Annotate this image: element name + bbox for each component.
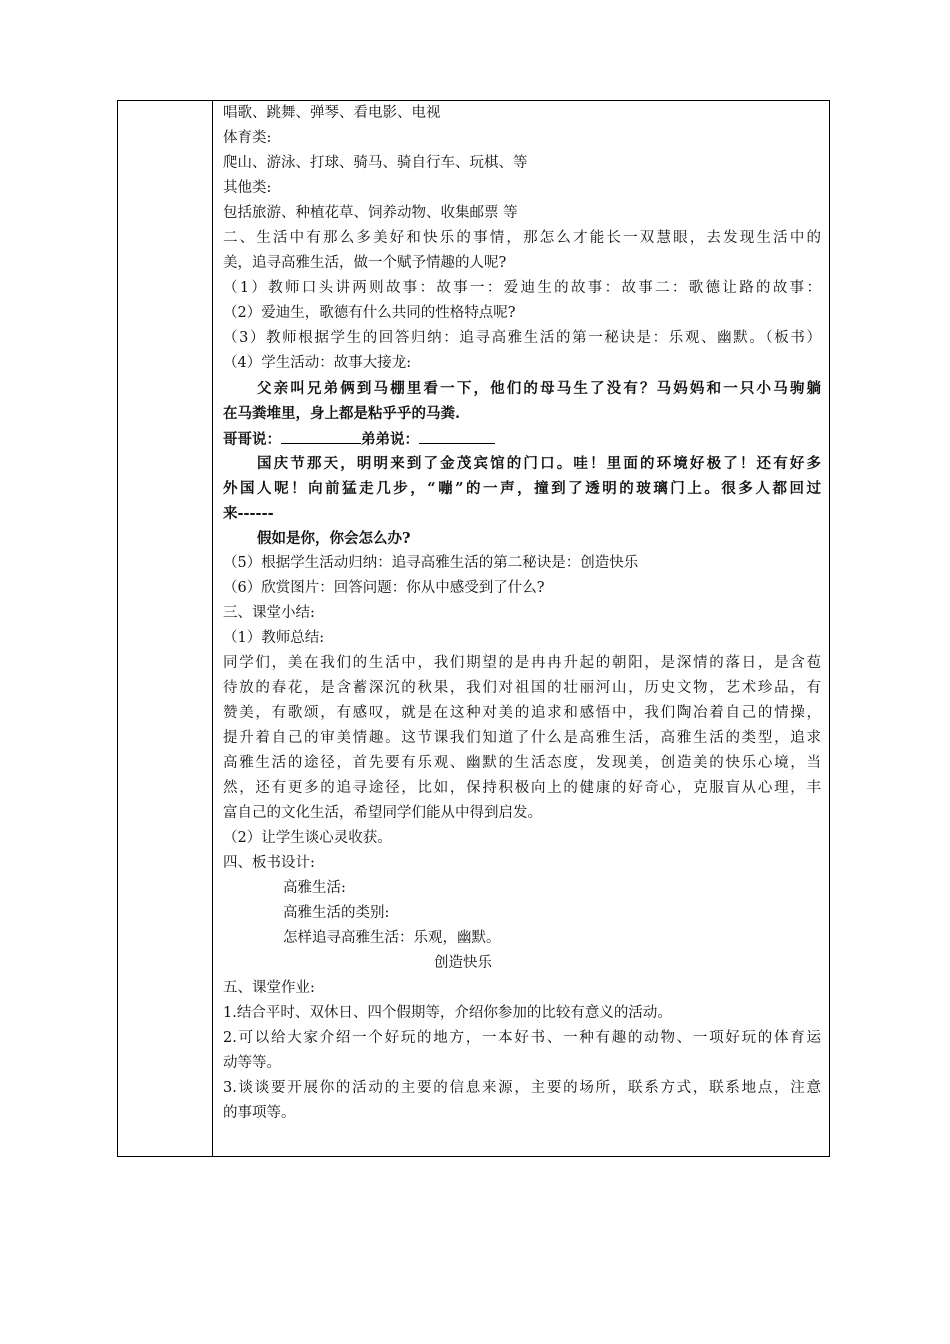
summary-paragraph-line4: 提升着自己的审美情趣。这节课我们知道了什么是高雅生活，高雅生活的类型，追求	[223, 730, 821, 746]
story-one-line1: 父亲叫兄弟俩到马棚里看一下，他们的母马生了没有？马妈妈和一只小马驹躺	[257, 380, 821, 397]
story-two-line2: 外国人呢！向前猛走几步，“嘣”的一声，撞到了透明的玻璃门上。很多人都回过	[223, 480, 821, 497]
activity-list-other: 包括旅游、种植花草、饲养动物、收集邮票 等	[223, 205, 518, 221]
step-5-second-secret: （5）根据学生活动归纳：追寻高雅生活的第二秘诀是：创造快乐	[223, 555, 639, 571]
summary-paragraph-line5: 高雅生活的途径，首先要有乐观、幽默的生活态度，发现美，创造美的快乐心境，当	[223, 755, 821, 771]
story-one-line2: 在马粪堆里，身上都是粘乎乎的马粪.	[223, 405, 461, 422]
homework-item-3-line1: 3.谈谈要开展你的活动的主要的信息来源，主要的场所，联系方式，联系地点，注意	[223, 1080, 821, 1096]
board-item-2: 高雅生活的类别:	[283, 905, 390, 921]
homework-item-2-line1: 2.可以给大家介绍一个好玩的地方，一本好书、一种有趣的动物、一项好玩的体育运	[223, 1030, 821, 1046]
board-item-1: 高雅生活:	[283, 880, 346, 896]
summary-paragraph-line6: 然，还有更多的追寻途径，比如，保持积极向上的健康的好奇心，克服盲从心理，丰	[223, 780, 821, 796]
summary-paragraph-line3: 赞美，有歌颂，有感叹，就是在这种对美的追求和感悟中，我们陶冶着自己的情操，	[223, 705, 821, 721]
step-3-first-secret: （3）教师根据学生的回答归纳：追寻高雅生活的第一秘诀是：乐观、幽默。（板书）	[223, 330, 821, 346]
step-2-question: （2）爱迪生，歌德有什么共同的性格特点呢?	[223, 305, 516, 321]
step-1-stories: （1）教师口头讲两则故事：故事一：爱迪生的故事：故事二：歌德让路的故事：	[223, 280, 821, 296]
section-two-heading-line2: 美，追寻高雅生活，做一个赋予情趣的人呢?	[223, 255, 507, 271]
story-two-line1: 国庆节那天，明明来到了金茂宾馆的门口。哇！里面的环境好极了！还有好多	[257, 455, 821, 472]
homework-item-2-line2: 动等等。	[223, 1055, 281, 1071]
homework-item-1: 1.结合平时、双休日、四个假期等，介绍你参加的比较有意义的活动。	[223, 1005, 672, 1021]
summary-paragraph-line2: 待放的春花，是含蓄深沉的秋果，我们对祖国的壮丽河山，历史文物，艺术珍品，有	[223, 680, 821, 696]
category-other-heading: 其他类:	[223, 180, 272, 196]
younger-brother-blank	[419, 426, 495, 444]
story-question: 假如是你，你会怎么办?	[257, 530, 411, 547]
lesson-plan-table	[117, 100, 830, 1157]
summary-step-1: （1）教师总结:	[223, 630, 325, 646]
board-item-3: 怎样追寻高雅生活：乐观，幽默。	[283, 930, 501, 946]
summary-paragraph-line1: 同学们，美在我们的生活中，我们期望的是冉冉升起的朝阳，是深情的落日，是含苞	[223, 655, 821, 671]
summary-step-2: （2）让学生谈心灵收获。	[223, 830, 392, 846]
section-four-heading: 四、板书设计:	[223, 855, 315, 871]
brothers-answer-line	[223, 426, 821, 451]
step-4-activity: （4）学生活动：故事大接龙:	[223, 355, 412, 371]
older-brother-blank	[281, 426, 361, 444]
table-content-cell	[223, 101, 821, 1126]
homework-item-3-line2: 的事项等。	[223, 1105, 296, 1121]
table-left-column	[118, 101, 213, 1156]
summary-paragraph-line7: 富自己的文化生活，希望同学们能从中得到启发。	[223, 805, 542, 821]
category-sports-heading: 体育类:	[223, 130, 272, 146]
board-item-4: 创造快乐	[434, 955, 492, 971]
section-five-heading: 五、课堂作业:	[223, 980, 315, 996]
section-two-heading-line1: 二、生活中有那么多美好和快乐的事情，那怎么才能长一双慧眼，去发现生活中的	[223, 230, 821, 246]
step-6-pictures: （6）欣赏图片：回答问题：你从中感受到了什么?	[223, 580, 545, 596]
younger-brother-label: 弟弟说：	[361, 431, 419, 448]
activity-list-arts: 唱歌、跳舞、弹琴、看电影、电视	[223, 105, 441, 121]
story-two-line3: 来------	[223, 505, 274, 522]
older-brother-label: 哥哥说：	[223, 431, 281, 448]
activity-list-sports: 爬山、游泳、打球、骑马、骑自行车、玩棋、等	[223, 155, 528, 171]
section-three-heading: 三、课堂小结:	[223, 605, 315, 621]
